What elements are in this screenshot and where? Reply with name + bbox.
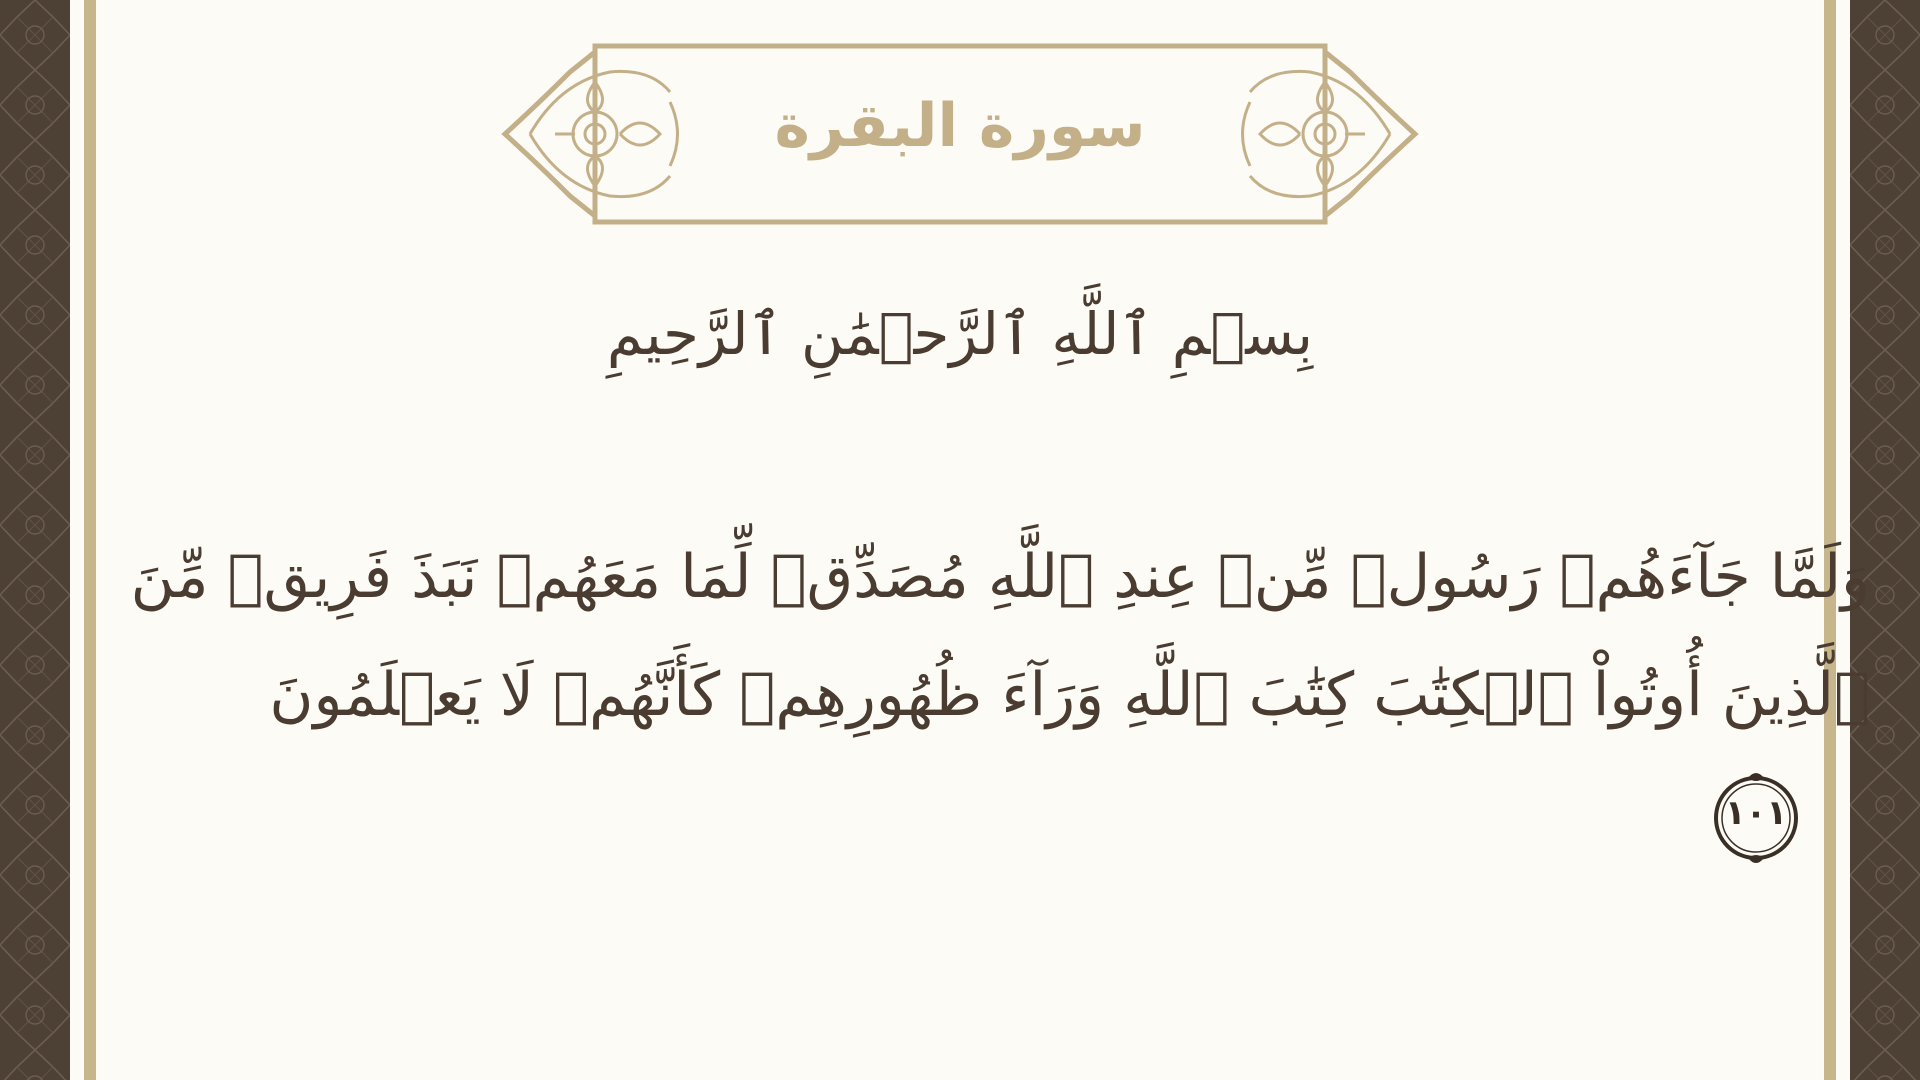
left-ornamental-pattern: [0, 0, 70, 1080]
verse-text: [130, 518, 1870, 754]
surah-title: سورة البقرة: [774, 91, 1146, 161]
verse-line: وَلَمَّا جَآءَهُمۡ رَسُولٞ مِّنۡ عِندِ ٱللَّهِ مُصَدِّقٞ لِّمَا مَعَهُمۡ نَبَذَ فَرِيقٞ مِّنَ: [130, 542, 1870, 612]
ayah-number: ١٠١: [1724, 793, 1788, 833]
verse-line: ٱلَّذِينَ أُوتُواْ ٱلۡكِتَٰبَ كِتَٰبَ ٱللَّهِ وَرَآءَ ظُهُورِهِمۡ كَأَنَّهُمۡ لَا يَعۡلَمُونَ: [269, 660, 1870, 730]
basmala: بِسۡمِ ٱللَّهِ ٱلرَّحۡمَٰنِ ٱلرَّحِيمِ: [606, 300, 1314, 368]
surah-title-cartouche: [500, 42, 1420, 226]
left-gold-border: [84, 0, 96, 1080]
ayah-number-marker: [1708, 770, 1804, 866]
quran-page: [70, 0, 1870, 1080]
